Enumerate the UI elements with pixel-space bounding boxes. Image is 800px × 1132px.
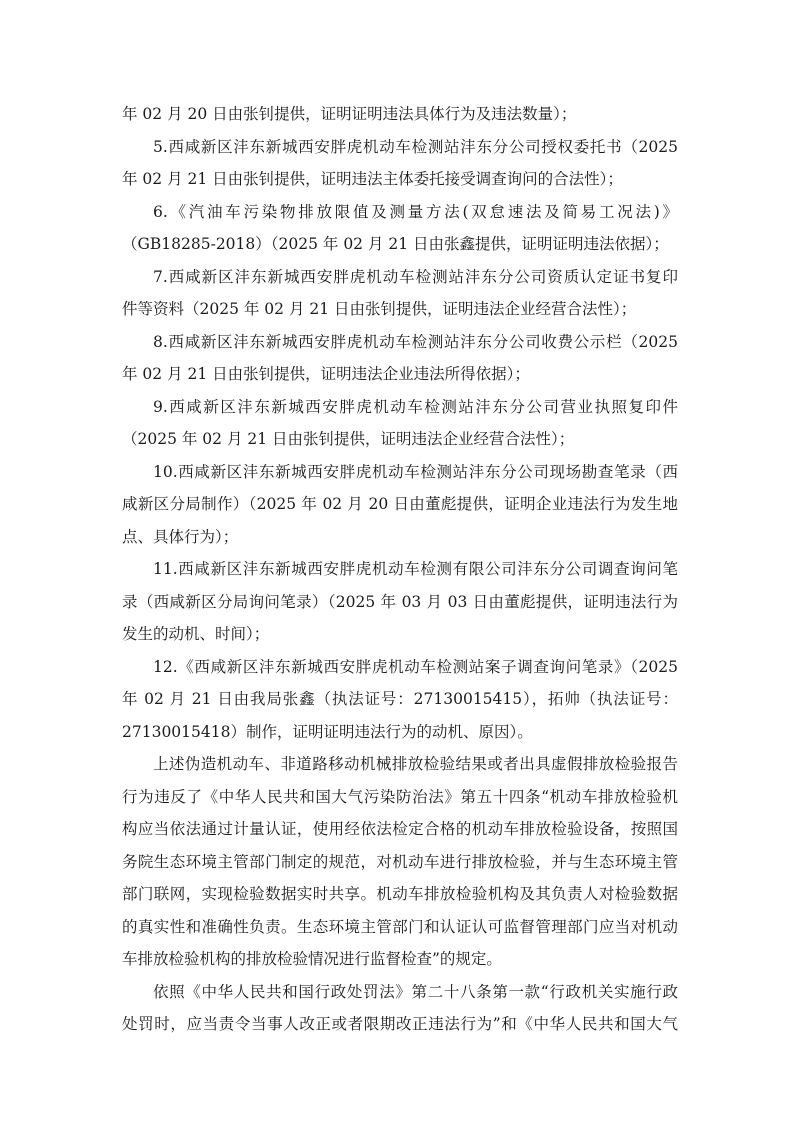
text-line: 8.西咸新区沣东新城西安胖虎机动车检测站沣东分公司收费公示栏（2025 <box>153 332 678 351</box>
text-line: 5.西咸新区沣东新城西安胖虎机动车检测站沣东分公司授权委托书（2025 <box>153 137 678 156</box>
text-line: 9.西咸新区沣东新城西安胖虎机动车检测站沣东分公司营业执照复印件 <box>153 397 678 416</box>
text-line: 上述伪造机动车、非道路移动机械排放检验结果或者出具虚假排放检验报告 <box>153 755 678 773</box>
text-line: 务院生态环境主管部门制定的规范，对机动车进行排放检验，并与生态环境主管 <box>122 852 678 871</box>
document-body <box>122 98 678 1041</box>
text-line: 年 02 月 21 日由张钊提供，证明违法主体委托接受调查询问的合法性）； <box>122 170 623 188</box>
text-line: 6.《汽油车污染物排放限值及测量方法(双怠速法及简易工况法)》 <box>153 202 678 221</box>
text-line: 27130015418）制作，证明证明违法行为的动机、原因）。 <box>122 722 533 741</box>
text-line: 7.西咸新区沣东新城西安胖虎机动车检测站沣东分公司资质认定证书复印 <box>153 267 678 286</box>
text-line: 发生的动机、时间）； <box>122 625 270 643</box>
text-line: 11.西咸新区沣东新城西安胖虎机动车检测有限公司沣东分公司调查询问笔 <box>153 560 678 578</box>
text-line: 年 02 月 21 日由我局张鑫（执法证号：27130015415），拓帅（执法证号： <box>122 690 678 708</box>
text-line: 的真实性和准确性负责。生态环境主管部门和认证认可监督管理部门应当对机动 <box>122 917 678 936</box>
text-line: 行为违反了《中华人民共和国大气污染防治法》第五十四条“机动车排放检验机 <box>122 787 678 806</box>
text-line: 点、具体行为）； <box>122 527 239 546</box>
text-line: 12.《西咸新区沣东新城西安胖虎机动车检测站案子调查询问笔录》（2025 <box>153 657 678 676</box>
text-line: 10.西咸新区沣东新城西安胖虎机动车检测站沣东分公司现场勘查笔录（西 <box>153 462 678 481</box>
text-line: （2025 年 02 月 21 日由张钊提供，证明违法企业经营合法性）； <box>122 430 575 448</box>
text-line: 构应当依法通过计量认证，使用经依法检定合格的机动车排放检验设备，按照国 <box>122 820 678 838</box>
text-line: 录（西咸新区分局询问笔录）（2025 年 03 月 03 日由董彪提供，证明违法行为 <box>122 592 678 611</box>
text-line: 咸新区分局制作）（2025 年 02 月 20 日由董彪提供，证明企业违法行为发生地 <box>122 495 678 513</box>
text-line: 年 02 月 21 日由张钊提供，证明违法企业违法所得依据）； <box>122 365 530 383</box>
text-line: 年 02 月 20 日由张钊提供，证明证明违法具体行为及违法数量）； <box>122 105 577 123</box>
text-line: 处罚时，应当责令当事人改正或者限期改正违法行为”和《中华人民共和国大气 <box>122 1015 678 1033</box>
text-line: 件等资料（2025 年 02 月 21 日由张钊提供，证明违法企业经营合法性）； <box>122 300 637 318</box>
text-line: 车排放检验机构的排放检验情况进行监督检查”的规定。 <box>122 950 502 968</box>
text-line: 依照《中华人民共和国行政处罚法》第二十八条第一款“行政机关实施行政 <box>153 982 678 1001</box>
text-line: 部门联网，实现检验数据实时共享。机动车排放检验机构及其负责人对检验数据 <box>122 885 678 903</box>
text-line: （GB18285-2018）（2025 年 02 月 21 日由张鑫提供，证明证明违法依据）； <box>122 235 669 253</box>
